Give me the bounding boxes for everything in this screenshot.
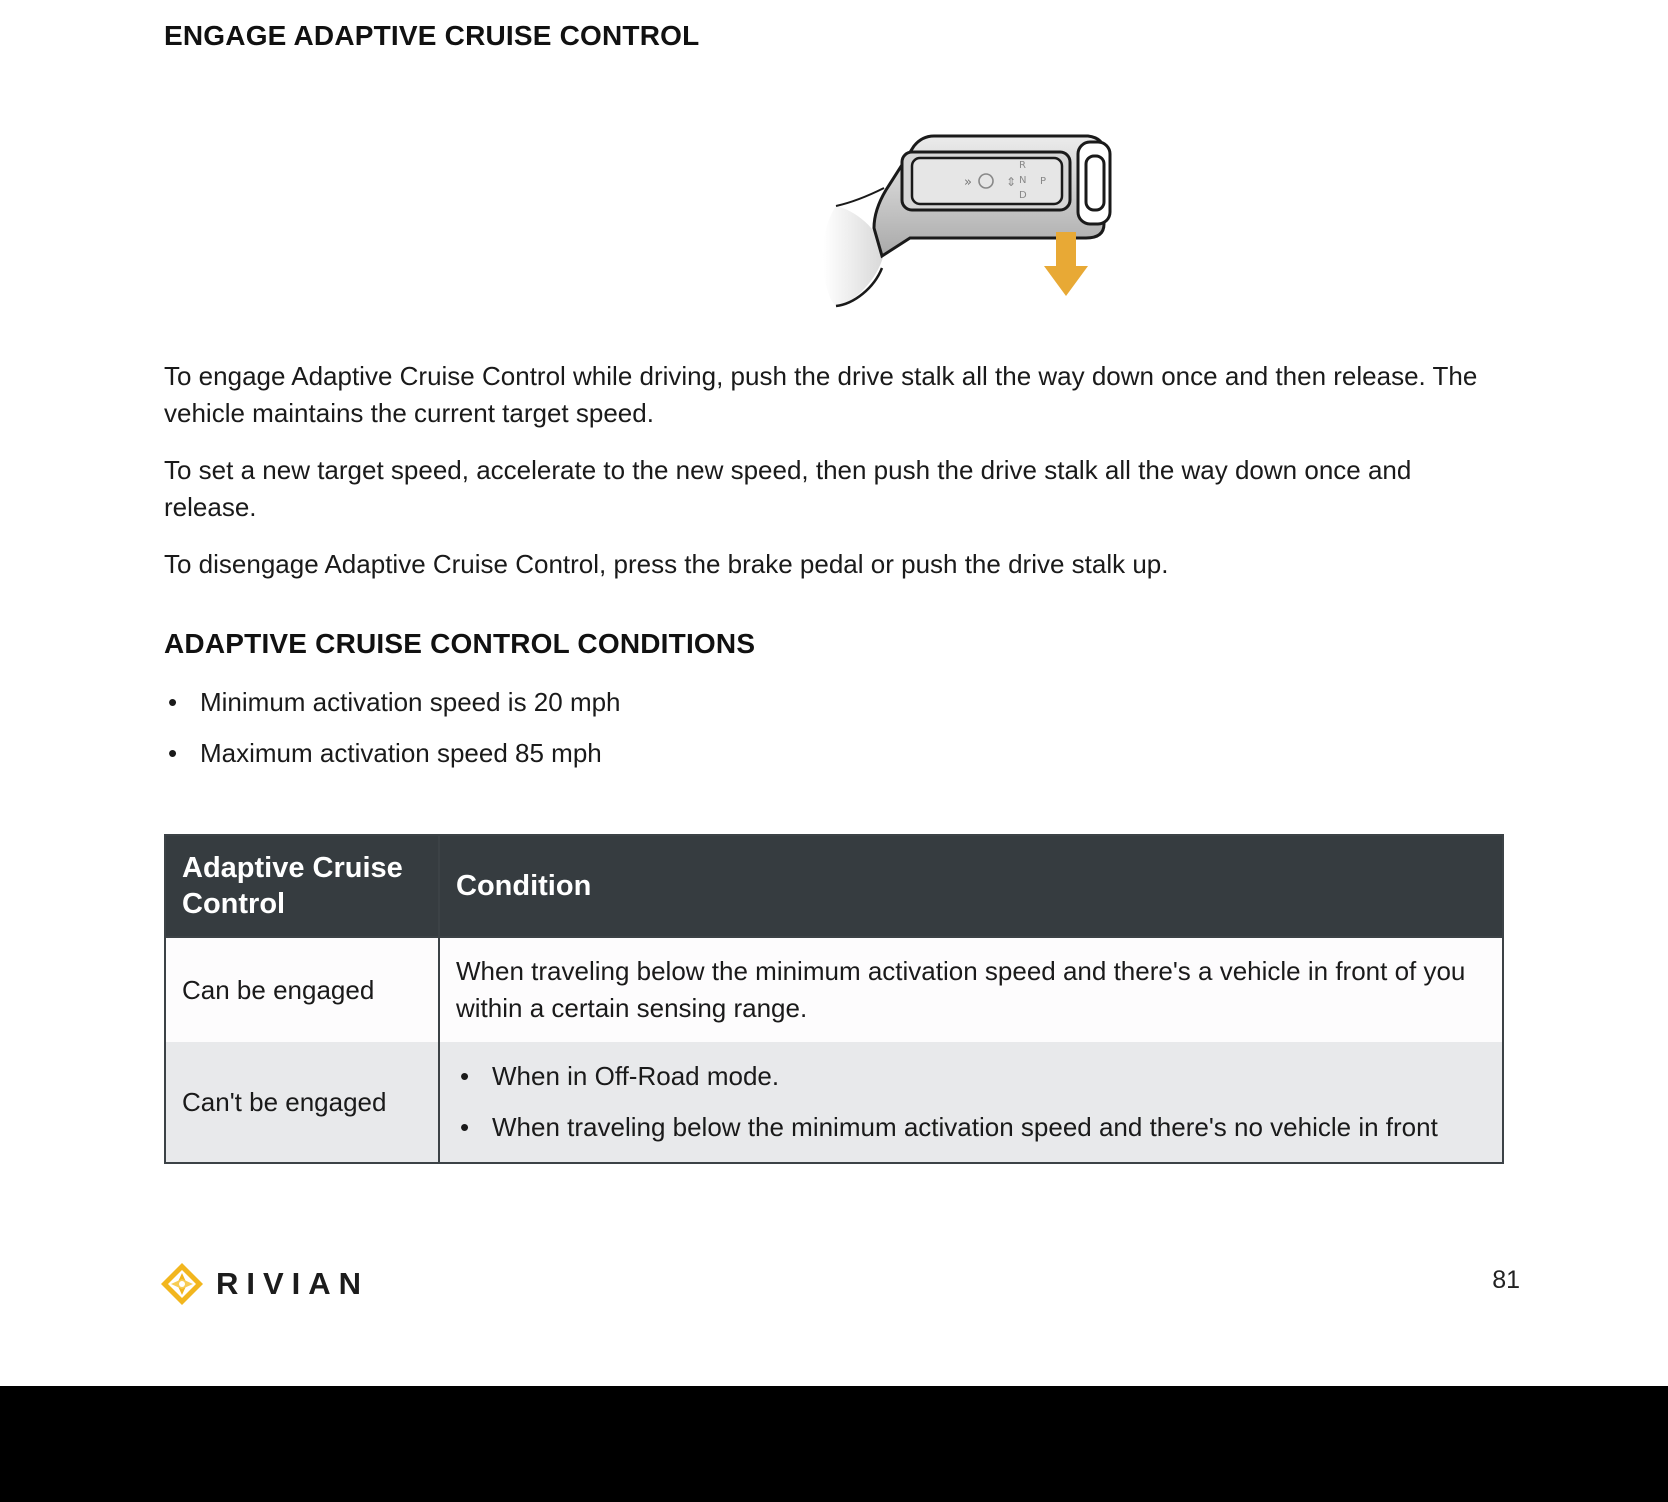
bullet-icon: •	[168, 738, 178, 768]
list-item-text: When in Off-Road mode.	[492, 1061, 780, 1091]
drive-stalk-push-down-icon	[664, 128, 1144, 328]
table-row	[165, 937, 1503, 1042]
drive-stalk-figure	[664, 128, 1144, 328]
bullet-icon: •	[168, 687, 178, 717]
conditions-list	[164, 682, 621, 784]
engage-paragraph-1: To engage Adaptive Cruise Control while driving, push the drive stalk all the way down once and then release. The vehicle maintains the current target speed.	[164, 361, 1478, 428]
table-cell-condition: When traveling below the minimum activation speed and there's a vehicle in front of you within a certain sensing range.	[439, 937, 1503, 1042]
table-row	[165, 1042, 1503, 1163]
table-header-row	[165, 835, 1503, 937]
table-header-cell: Condition	[439, 835, 1503, 937]
rivian-compass-icon	[160, 1262, 204, 1306]
down-arrow-icon	[1044, 266, 1088, 296]
list-item-text: Minimum activation speed is 20 mph	[200, 687, 621, 717]
conditions-table	[164, 834, 1504, 1164]
list-item-text: When traveling below the minimum activation speed and there's no vehicle in front	[492, 1112, 1438, 1142]
stalk-label-p: P	[1040, 176, 1047, 187]
engage-paragraph-2: To set a new target speed, accelerate to the new speed, then push the drive stalk all the way down once and release.	[164, 455, 1412, 522]
list-item	[456, 1102, 1486, 1153]
table-cell-condition	[439, 1042, 1503, 1163]
conditions-heading: ADAPTIVE CRUISE CONTROL CONDITIONS	[164, 628, 756, 659]
list-item	[164, 682, 621, 733]
page-number: 81	[1492, 1266, 1520, 1294]
list-item	[164, 733, 621, 784]
svg-text:»: »	[964, 175, 972, 190]
rivian-logo	[160, 1262, 369, 1306]
svg-text:⇕: ⇕	[1006, 175, 1017, 189]
condition-list	[456, 1051, 1486, 1153]
table-header-cell: Adaptive Cruise Control	[165, 835, 439, 937]
table-cell-label: Can't be engaged	[165, 1042, 439, 1163]
engage-heading: ENGAGE ADAPTIVE CRUISE CONTROL	[164, 20, 700, 51]
bullet-icon: •	[460, 1112, 470, 1142]
list-item-text: Maximum activation speed 85 mph	[200, 738, 602, 768]
stalk-label-d: D	[1019, 190, 1027, 201]
brand-name: RIVIAN	[216, 1266, 370, 1301]
engage-paragraph-3: To disengage Adaptive Cruise Control, press the brake pedal or push the drive stalk up.	[164, 549, 1169, 579]
arrow-shaft	[1056, 232, 1076, 268]
table-cell-label: Can be engaged	[165, 937, 439, 1042]
bullet-icon: •	[460, 1061, 470, 1091]
stalk-label-n: N	[1019, 175, 1027, 186]
list-item	[456, 1051, 1486, 1102]
page-footer	[160, 1258, 1520, 1308]
stalk-label-r: R	[1019, 160, 1026, 171]
